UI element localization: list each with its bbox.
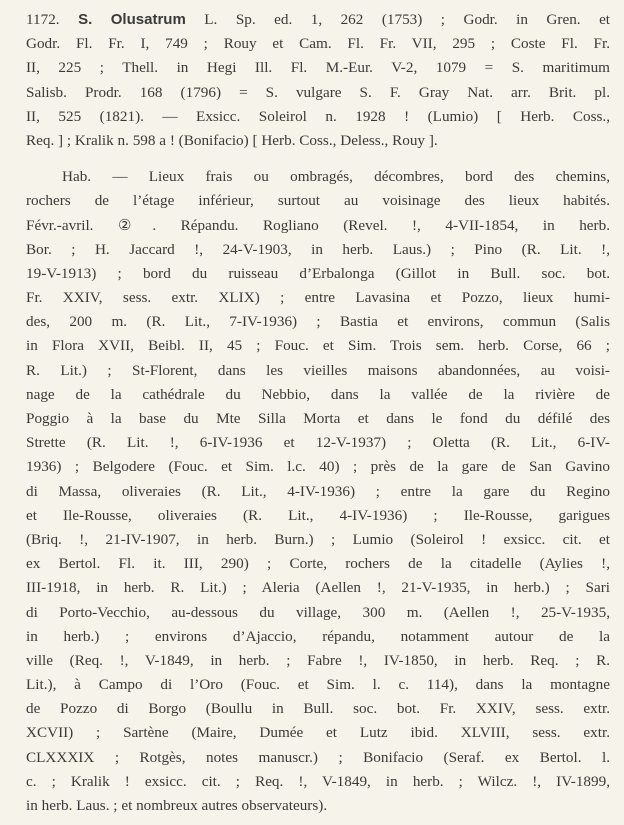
entry-line: Godr. Fl. Fr. I, 749 ; Rouy et Cam. Fl. Fr. VII, 295 ; Coste Fl. Fr. [26,35,610,53]
habitat-line: c. ; Kralik ! exsicc. cit. ; Req. !, V-1849, in herb. ; Wilcz. !, IV-1899, [26,772,610,790]
habitat-line: Févr.-avril. ②. Répandu. Rogliano (Revel. !, 4-VII-1854, in herb. [26,216,610,234]
habitat-line: rochers de l’étage inférieur, surtout au voisinage des lieux habités. [26,192,610,210]
habitat-line: III-1918, in herb. R. Lit.) ; Aleria (Aellen !, 21-V-1935, in herb.) ; Sari [26,579,610,597]
habitat-line: Bor. ; H. Jaccard !, 24-V-1903, in herb. Laus.) ; Pino (R. Lit. !, [26,240,610,258]
habitat-line: XCVII) ; Sartène (Maire, Dumée et Lutz ibid. XLVIII, sess. extr. [26,724,610,742]
habitat-line: 19-V-1913) ; bord du ruisseau d’Erbalonga (Gillot in Bull. soc. bot. [26,264,610,282]
habitat-line: (Briq. !, 21-IV-1907, in herb. Burn.) ; Lumio (Soleirol ! exsicc. cit. et [26,530,610,548]
habitat-line: ex Bertol. Fl. it. III, 290) ; Corte, rochers de la citadelle (Aylies !, [26,555,610,573]
entry-header-line [26,8,610,32]
habitat-line: in Flora XVII, Beibl. II, 45 ; Fouc. et Sim. Trois sem. herb. Corse, 66 ; [26,337,610,355]
habitat-line: CLXXXIX ; Rotgès, notes manuscr.) ; Bonifacio (Seraf. ex Bertol. l. [26,748,610,766]
document-page [26,8,610,818]
habitat-line: in herb.) ; environs d’Ajaccio, répandu, notamment autour de la [26,627,610,645]
habitat-line: Hab. — Lieux frais ou ombragés, décombres, bord des chemins, [62,168,610,186]
entry-genus: S. [78,11,93,28]
habitat-line: et Ile-Rousse, oliveraies (R. Lit., 4-IV-1936) ; Ile-Rousse, garigues [26,506,610,524]
entry-line: II, 525 (1821). — Exsicc. Soleirol n. 1928 ! (Lumio) [ Herb. Coss., [26,107,610,125]
habitat-line: R. Lit.) ; St-Florent, dans les vieilles maisons abandonnées, au voisi- [26,361,610,379]
entry-line: Req. ] ; Kralik n. 598 a ! (Bonifacio) [ Herb. Coss., Deless., Rouy ]. [26,131,438,149]
entry-line: Salisb. Prodr. 168 (1796) = S. vulgare S. F. Gray Nat. arr. Brit. pl. [26,83,610,101]
habitat-line: Strette (R. Lit. !, 6-IV-1936 et 12-V-1937) ; Oletta (R. Lit., 6-IV- [26,434,610,452]
entry-number: 1172. [26,11,60,28]
habitat-line: di Massa, oliveraies (R. Lit., 4-IV-1936) ; entre la gare du Regino [26,482,610,500]
habitat-line: di Porto-Vecchio, au-dessous du village, 300 m. (Aellen !, 25-V-1935, [26,603,610,621]
habitat-line: ville (Req. !, V-1849, in herb. ; Fabre !, IV-1850, in herb. Req. ; R. [26,651,610,669]
habitat-line: 1936) ; Belgodere (Fouc. et Sim. l.c. 40) ; près de la gare de San Gavino [26,458,610,476]
habitat-line: des, 200 m. (R. Lit., 7-IV-1936) ; Bastia et environs, commun (Salis [26,313,610,331]
habitat-line: Fr. XXIV, sess. extr. XLIX) ; entre Lavasina et Pozzo, lieux humi- [26,289,610,307]
habitat-line: de Pozzo di Borgo (Boullu in Bull. soc. bot. Fr. XXIV, sess. extr. [26,700,610,718]
habitat-line: Poggio à la base du Mte Silla Morta et dans le fond du défilé des [26,410,610,427]
paragraph-gap [26,153,610,165]
habitat-line: Lit.), à Campo di l’Oro (Fouc. et Sim. l. c. 114), dans la montagne [26,676,610,694]
habitat-line: nage de la cathédrale du Nebbio, dans la vallée de la rivière de [26,385,610,403]
entry-species: Olusatrum [110,11,186,28]
entry-line: L. Sp. ed. 1, 262 (1753) ; Godr. in Gren. et [204,11,611,28]
habitat-line: in herb. Laus. ; et nombreux autres observateurs). [26,797,328,814]
entry-line: II, 225 ; Thell. in Hegi Ill. Fl. M.-Eur. V-2, 1079 = S. maritimum [26,59,610,77]
